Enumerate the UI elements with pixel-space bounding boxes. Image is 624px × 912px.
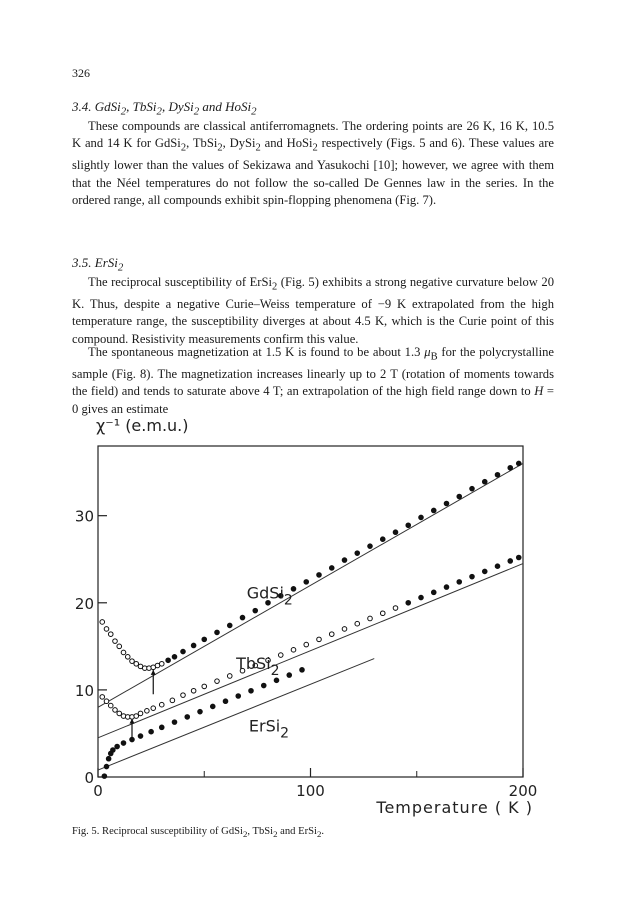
- data-point-GdSi2-26: [291, 587, 296, 592]
- data-point-ErSi2-6: [121, 741, 126, 746]
- fit-line-GdSi2: [98, 463, 523, 707]
- data-point-ErSi2-2: [106, 756, 111, 761]
- figure-caption: Fig. 5. Reciprocal susceptibility of GdSi$_2$, TbSi$_2$ and ErSi$_2$.: [72, 826, 325, 840]
- data-point-ErSi2-4: [111, 748, 116, 753]
- data-point-TbSi2-41: [516, 555, 521, 560]
- data-point-TbSi2-12: [159, 702, 164, 707]
- transition-arrowhead-TbSi2: [130, 719, 135, 724]
- data-point-TbSi2-8: [134, 714, 139, 719]
- data-point-GdSi2-27: [304, 580, 309, 585]
- section-heading-3-5: 3.5. ErSi$_2$: [72, 255, 124, 274]
- data-point-GdSi2-21: [227, 623, 232, 628]
- data-point-ErSi2-5: [115, 744, 120, 749]
- data-point-GdSi2-32: [368, 544, 373, 549]
- data-point-GdSi2-1: [104, 627, 109, 632]
- data-point-TbSi2-31: [393, 606, 398, 611]
- data-point-TbSi2-14: [181, 693, 186, 698]
- data-point-TbSi2-23: [291, 648, 296, 653]
- data-point-GdSi2-7: [130, 659, 135, 664]
- data-point-GdSi2-33: [380, 537, 385, 542]
- data-point-GdSi2-19: [202, 637, 207, 642]
- data-point-GdSi2-43: [508, 465, 513, 470]
- data-point-TbSi2-34: [431, 590, 436, 595]
- data-point-GdSi2-0: [100, 620, 105, 625]
- data-point-ErSi2-15: [223, 699, 228, 704]
- x-tick-label-200: 200: [508, 782, 538, 800]
- data-point-TbSi2-10: [145, 709, 150, 714]
- x-tick-label-0: 0: [93, 782, 103, 800]
- data-point-TbSi2-32: [406, 600, 411, 605]
- data-point-TbSi2-16: [202, 684, 207, 689]
- paragraph-3-4: These compounds are classical antiferromagnets. The ordering points are 26 K, 16 K, 10.5 K and 14 K for GdSi$_2$, TbSi$_2$, DySi$_2$ and HoSi$_2$ respectively (Figs. 5 and 6). These values are slightly lower than the values of Sekizawa and Yasukochi [10]; however, we agree with them that the Néel temperatures do not follow the so-called De Gennes law in the series. In the ordered range, all compounds exhibit spin-flopping phenomena (Fig. 7).: [72, 119, 555, 208]
- data-point-GdSi2-18: [191, 643, 196, 648]
- data-point-GdSi2-29: [329, 566, 334, 571]
- data-point-TbSi2-17: [215, 679, 220, 684]
- x-axis-label: Temperature ( K ): [376, 798, 533, 817]
- data-point-TbSi2-9: [138, 711, 143, 716]
- data-point-TbSi2-13: [170, 698, 175, 703]
- data-point-ErSi2-9: [149, 729, 154, 734]
- data-point-TbSi2-25: [317, 637, 322, 642]
- data-point-TbSi2-39: [495, 564, 500, 569]
- data-point-TbSi2-11: [151, 706, 156, 711]
- data-point-ErSi2-20: [287, 673, 292, 678]
- data-point-GdSi2-16: [172, 654, 177, 659]
- data-point-GdSi2-40: [470, 486, 475, 491]
- data-point-GdSi2-4: [117, 644, 122, 649]
- data-point-GdSi2-5: [121, 650, 126, 655]
- section-heading-3-4: 3.4. GdSi$_2$, TbSi$_2$, DySi$_2$ and HoSi$_2$: [72, 99, 257, 118]
- data-point-ErSi2-21: [300, 668, 305, 673]
- data-point-ErSi2-10: [159, 725, 164, 730]
- data-point-TbSi2-33: [419, 595, 424, 600]
- data-point-GdSi2-3: [113, 639, 118, 644]
- data-point-ErSi2-17: [249, 688, 254, 693]
- data-point-GdSi2-14: [159, 661, 164, 666]
- fit-line-TbSi2: [98, 564, 523, 738]
- data-point-TbSi2-1: [104, 699, 109, 704]
- data-point-TbSi2-40: [508, 559, 513, 564]
- data-point-GdSi2-41: [482, 479, 487, 484]
- data-point-TbSi2-36: [457, 580, 462, 585]
- data-point-TbSi2-22: [278, 653, 283, 658]
- series-label-2: ErSi2: [248, 716, 290, 742]
- data-point-ErSi2-13: [198, 709, 203, 714]
- data-point-GdSi2-22: [240, 615, 245, 620]
- data-point-GdSi2-34: [393, 530, 398, 535]
- data-point-ErSi2-12: [185, 715, 190, 720]
- data-point-TbSi2-4: [117, 711, 122, 716]
- data-point-GdSi2-44: [516, 461, 521, 466]
- data-point-TbSi2-24: [304, 642, 309, 647]
- page-number: 326: [72, 66, 90, 80]
- data-point-TbSi2-26: [329, 632, 334, 637]
- data-point-GdSi2-30: [342, 558, 347, 563]
- data-point-GdSi2-2: [108, 632, 113, 637]
- data-point-GdSi2-20: [215, 630, 220, 635]
- data-point-TbSi2-37: [470, 574, 475, 579]
- data-point-TbSi2-3: [113, 708, 118, 713]
- data-point-GdSi2-23: [253, 608, 258, 613]
- data-point-GdSi2-38: [444, 501, 449, 506]
- data-point-GdSi2-42: [495, 472, 500, 477]
- data-point-ErSi2-16: [236, 694, 241, 699]
- data-point-ErSi2-0: [102, 774, 107, 779]
- data-point-GdSi2-17: [181, 649, 186, 654]
- data-point-ErSi2-14: [210, 704, 215, 709]
- data-point-GdSi2-6: [125, 654, 130, 659]
- data-point-GdSi2-31: [355, 551, 360, 556]
- data-point-TbSi2-30: [380, 611, 385, 616]
- data-point-ErSi2-8: [138, 734, 143, 739]
- data-point-TbSi2-27: [342, 627, 347, 632]
- data-point-TbSi2-38: [482, 569, 487, 574]
- data-point-GdSi2-35: [406, 523, 411, 528]
- transition-arrowhead-GdSi2: [151, 670, 156, 675]
- data-point-GdSi2-37: [431, 508, 436, 513]
- data-point-TbSi2-18: [227, 674, 232, 679]
- data-point-ErSi2-18: [261, 683, 266, 688]
- data-point-TbSi2-29: [368, 616, 373, 621]
- series-label-0: GdSi2: [246, 583, 293, 609]
- y-axis-label: χ⁻¹ (e.m.u.): [96, 416, 189, 435]
- data-point-GdSi2-15: [166, 658, 171, 663]
- data-point-GdSi2-28: [317, 573, 322, 578]
- series-label-1: TbSi2: [236, 653, 280, 679]
- paragraph-3-5-b: The spontaneous magnetization at 1.5 K is found to be about 1.3 $\mu_B$ for the polycrystalline sample (Fig. 8). The magnetization increases linearly up to 2 T (rotation of moments towards the field) and tends to saturate above 4 T; an extrapolation of the high field range down to H = 0 gives an estimate: [72, 345, 554, 416]
- data-point-TbSi2-35: [444, 585, 449, 590]
- x-tick-label-100: 100: [296, 782, 325, 800]
- y-tick-label-10: 10: [74, 681, 94, 700]
- data-point-TbSi2-0: [100, 695, 105, 700]
- data-point-ErSi2-1: [104, 764, 109, 769]
- data-point-TbSi2-15: [191, 688, 196, 693]
- y-tick-label-0: 0: [84, 769, 94, 787]
- y-tick-label-30: 30: [74, 507, 94, 526]
- y-tick-label-20: 20: [74, 594, 94, 613]
- data-point-TbSi2-28: [355, 621, 360, 626]
- data-point-GdSi2-8: [134, 661, 139, 666]
- paragraph-3-5-a: The reciprocal susceptibility of ErSi$_2$ (Fig. 5) exhibits a strong negative curvature below 20 K. Thus, despite a negative Curie–Weiss temperature of −9 K extrapolated from the high temperature range, the susceptibility diverges at about 4.5 K, which is the Curie point of this compound. Resistivity measurements confirm this value.: [72, 275, 554, 346]
- data-point-GdSi2-39: [457, 494, 462, 499]
- data-point-ErSi2-11: [172, 720, 177, 725]
- data-point-GdSi2-36: [419, 515, 424, 520]
- data-point-TbSi2-2: [108, 703, 113, 708]
